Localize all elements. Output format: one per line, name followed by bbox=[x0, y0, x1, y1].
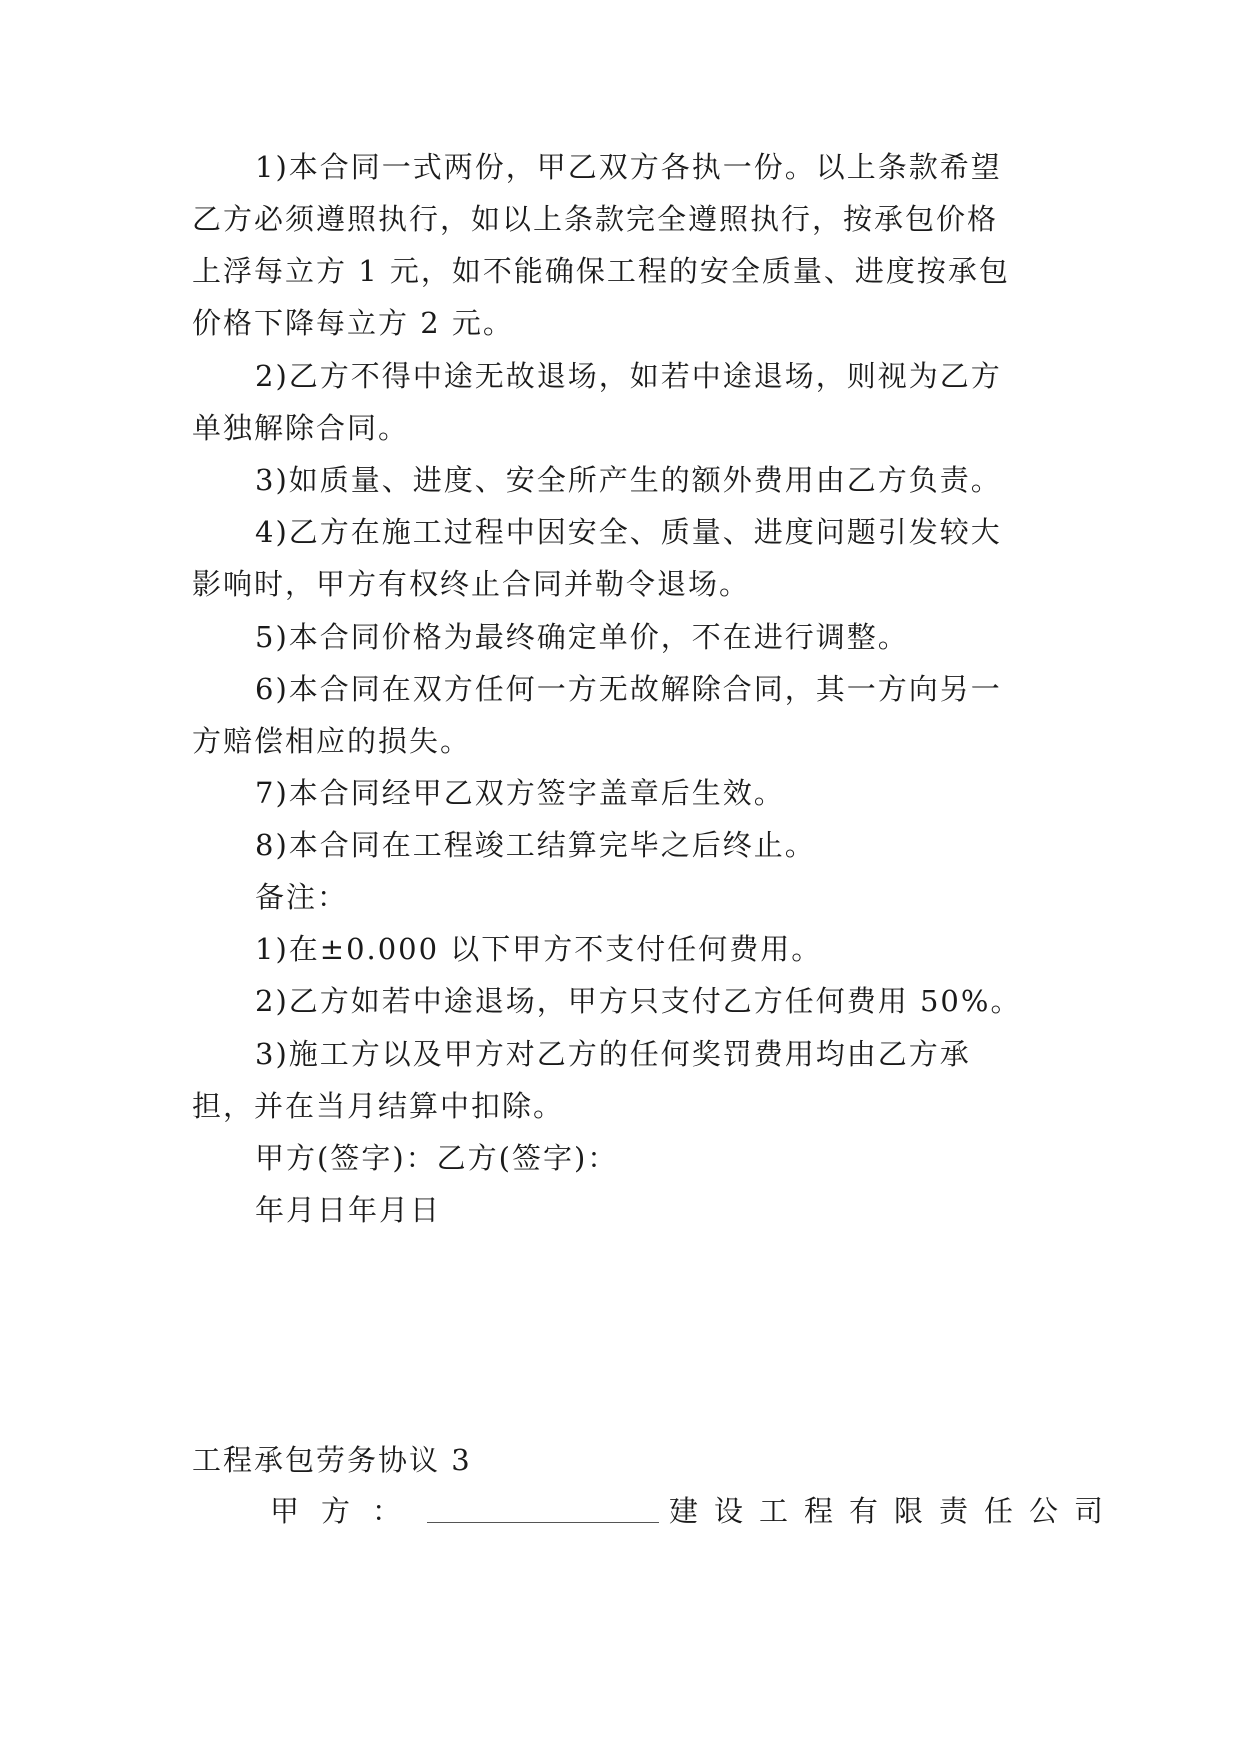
section-title: 工程承包劳务协议 3 bbox=[192, 1443, 472, 1477]
remarks-heading: 备注： bbox=[255, 880, 349, 914]
clause-3: 3)如质量、进度、安全所产生的额外费用由乙方负责。 bbox=[255, 463, 1002, 497]
remark-3-line-1: 3)施工方以及甲方对乙方的任何奖罚费用均由乙方承 bbox=[255, 1037, 971, 1071]
party-a-label: 甲方： bbox=[270, 1494, 424, 1528]
clause-4-line-1: 4)乙方在施工过程中因安全、质量、进度问题引发较大 bbox=[255, 515, 1002, 549]
clause-2-line-1: 2)乙方不得中途无故退场，如若中途退场，则视为乙方 bbox=[255, 359, 1002, 393]
clause-6-line-2: 方赔偿相应的损失。 bbox=[192, 724, 472, 758]
clause-7: 7)本合同经甲乙双方签字盖章后生效。 bbox=[255, 776, 785, 810]
clause-5: 5)本合同价格为最终确定单价，不在进行调整。 bbox=[255, 620, 909, 654]
remark-1: 1)在±0.000 以下甲方不支付任何费用。 bbox=[255, 932, 823, 966]
remark-2: 2)乙方如若中途退场，甲方只支付乙方任何费用 50%。 bbox=[255, 984, 1022, 1018]
remark-3-line-2: 担，并在当月结算中扣除。 bbox=[192, 1089, 565, 1123]
clause-6-line-1: 6)本合同在双方任何一方无故解除合同，其一方向另一 bbox=[255, 672, 1002, 706]
clause-8: 8)本合同在工程竣工结算完毕之后终止。 bbox=[255, 828, 816, 862]
clause-1-line-3: 上浮每立方 1 元，如不能确保工程的安全质量、进度按承包 bbox=[192, 254, 1010, 288]
party-a-row bbox=[270, 1491, 1120, 1531]
date-line: 年月日年月日 bbox=[255, 1193, 442, 1227]
clause-1-line-2: 乙方必须遵照执行，如以上条款完全遵照执行，按承包价格 bbox=[192, 202, 999, 236]
clause-4-line-2: 影响时，甲方有权终止合同并勒令退场。 bbox=[192, 567, 751, 601]
clause-2-line-2: 单独解除合同。 bbox=[192, 411, 410, 445]
signature-line: 甲方(签字)：乙方(签字)： bbox=[255, 1141, 619, 1175]
clause-1-line-1: 1)本合同一式两份，甲乙双方各执一份。以上条款希望 bbox=[255, 150, 1002, 184]
party-a-blank bbox=[427, 1494, 659, 1523]
clause-1-line-4: 价格下降每立方 2 元。 bbox=[192, 306, 514, 340]
party-a-company: 建设工程有限责任公司 bbox=[669, 1494, 1120, 1528]
